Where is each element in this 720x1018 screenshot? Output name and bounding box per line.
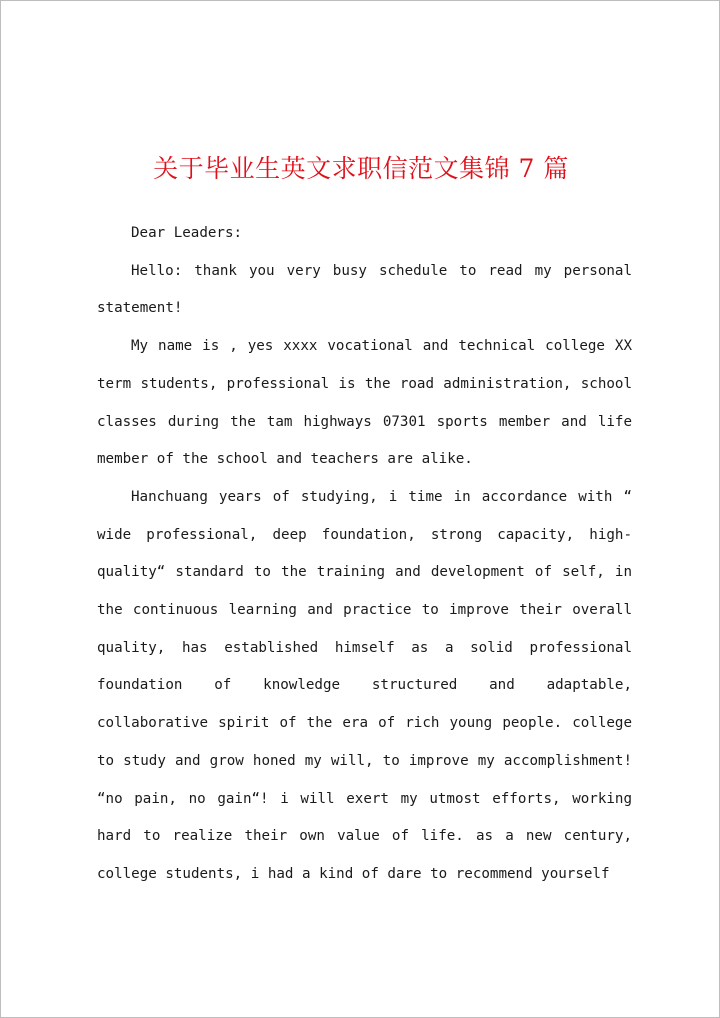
- document-title: 关于毕业生英文求职信范文集锦 7 篇: [153, 154, 569, 183]
- salutation-paragraph: Dear Leaders:: [131, 225, 243, 241]
- introduction-paragraph: My name is , yes xxxx vocational and technical college XX term students, professional is the road administration, school classes during the tam highways 07301 sports member and life member of the school and teachers are alike.: [97, 338, 632, 468]
- document-body: [97, 215, 632, 894]
- greeting-paragraph: Hello: thank you very busy schedule to read my personal statement!: [97, 262, 632, 317]
- study-experience-paragraph: Hanchuang years of studying, i time in accordance with “ wide professional, deep foundation, strong capacity, high-quality“ standard to the training and development of self, in the continuous learning and practice to improve their overall quality, has established himself as a solid professional foundation of knowledge structured and adaptable, collaborative spirit of the era of rich young people. college to study and grow honed my will, to improve my accomplishment! “no pain, no gain“! i will exert my utmost efforts, working hard to realize their own value of life. as a new century, college students, i had a kind of dare to recommend yourself: [97, 488, 632, 882]
